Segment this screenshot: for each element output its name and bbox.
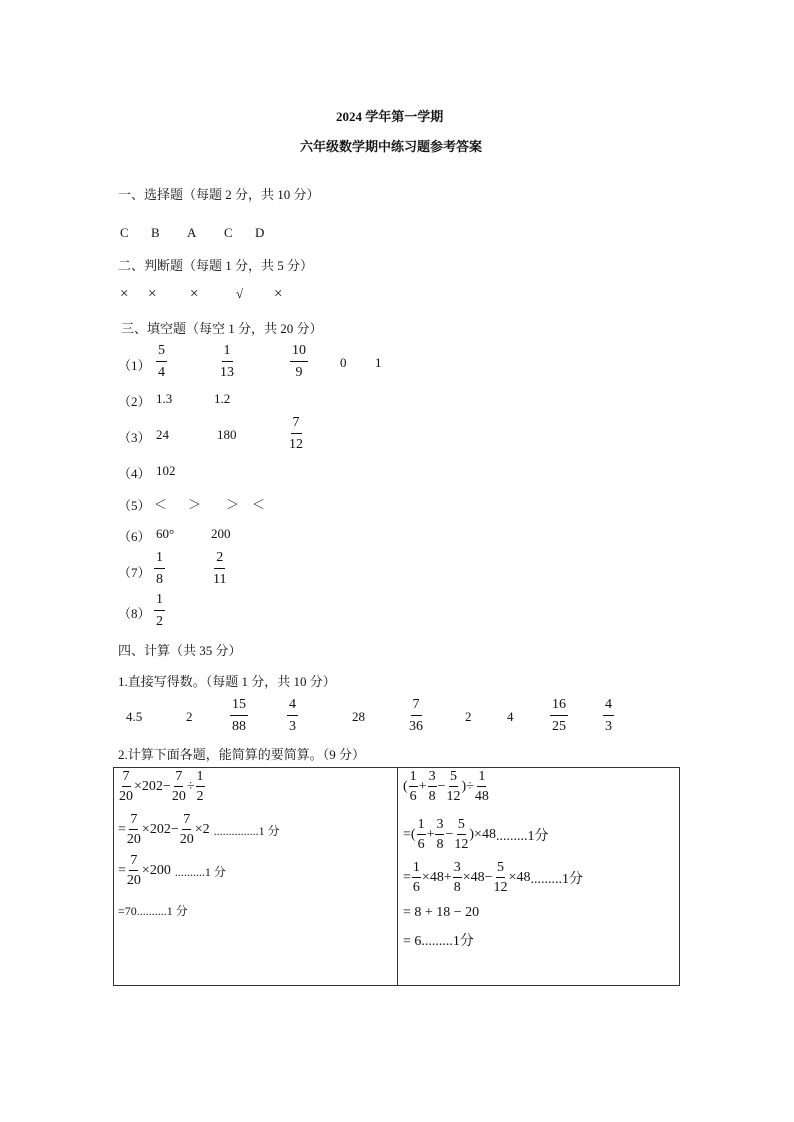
q5-sign-2: ＞ — [188, 497, 202, 512]
q2-value-1: 1.3 — [156, 391, 173, 406]
q1-frac-3: $\frac{10}{9}$ — [292, 343, 306, 380]
q5-label: （5） — [118, 498, 151, 513]
q1-frac-1: $\frac{5}{4}$ — [158, 343, 165, 380]
q4-label: （4） — [118, 466, 151, 481]
section4-heading: 四、计算（共 35 分） — [118, 643, 242, 658]
left-step-2: = $\frac{7}{20}$ × 200 ..........1 分 — [118, 853, 226, 888]
section2-heading: 二、判断题（每题 1 分，共 5 分） — [118, 258, 314, 273]
q6-value-2: 200 — [211, 526, 231, 541]
q5-sign-4: ＜ — [252, 497, 266, 512]
q1-value-5: 1 — [375, 355, 382, 370]
q6-value-1: 60° — [156, 526, 175, 541]
p1-answer-9: $\frac{16}{25}$ — [552, 697, 566, 734]
q5-sign-1: ＜ — [154, 497, 168, 512]
q5-sign-3: ＞ — [226, 497, 240, 512]
p1-answer-4: $\frac{4}{3}$ — [289, 697, 296, 734]
p1-answer-3: $\frac{15}{88}$ — [232, 697, 246, 734]
q3-value-1: 24 — [156, 427, 169, 442]
part1-heading: 1.直接写得数。（每题 1 分，共 10 分） — [118, 674, 336, 689]
s1-answer-5: D — [255, 225, 265, 240]
s2-answer-4: √ — [236, 286, 244, 301]
q2-value-2: 1.2 — [214, 391, 231, 406]
q7-frac-1: $\frac{1}{8}$ — [156, 550, 163, 587]
p1-answer-7: 2 — [465, 709, 472, 724]
q1-label: （1） — [118, 358, 151, 373]
right-expr-line: ( 1 6 + $\frac{3}{8}$ − $\frac{5}{12}$ )÷ $\frac{1}{48}$ — [403, 769, 489, 804]
q2-label: （2） — [118, 394, 151, 409]
q6-label: （6） — [118, 529, 151, 544]
q1-value-4: 0 — [340, 355, 347, 370]
part2-heading: 2.计算下面各题，能简算的要简算。（9 分） — [118, 747, 366, 762]
p1-answer-8: 4 — [507, 709, 514, 724]
p1-answer-6: $\frac{7}{36}$ — [409, 697, 423, 734]
left-step-3: =70..........1 分 — [118, 904, 188, 918]
table-divider — [397, 768, 398, 985]
p1-answer-2: 2 — [186, 709, 193, 724]
s1-answer-2: B — [151, 225, 160, 240]
right-step-3: = 8 + 18 − 20 — [403, 905, 480, 920]
p1-answer-10: $\frac{4}{3}$ — [605, 697, 612, 734]
right-step-2: = $\frac{1}{6}$ × 48 + $\frac{3}{8}$ × 48 − $\frac{5}{12}$ × 48 .........1分 — [403, 860, 583, 895]
s2-answer-5: × — [274, 286, 283, 302]
q3-value-2: 180 — [217, 427, 237, 442]
q8-frac: $\frac{1}{2}$ — [156, 592, 163, 629]
page-title: 六年级数学期中练习题参考答案 — [300, 139, 483, 154]
q7-label: （7） — [118, 565, 151, 580]
s1-answer-4: C — [224, 225, 233, 240]
section3-heading: 三、填空题（每空 1 分，共 20 分） — [121, 321, 323, 336]
year-line: 2024 学年第一学期 — [336, 109, 444, 124]
s1-answer-3: A — [187, 225, 197, 240]
s2-answer-2: × — [148, 286, 157, 302]
q3-frac: $\frac{7}{12}$ — [289, 415, 303, 452]
s2-answer-1: × — [120, 286, 129, 302]
right-step-1: =( 1 6 + $\frac{3}{8}$ − $\frac{5}{12}$ )× 48 .........1分 — [403, 817, 549, 852]
p1-answer-1: 4.5 — [126, 709, 143, 724]
q8-label: （8） — [118, 606, 151, 621]
left-expr-line: $\frac{7}{20}$ × 202 − $\frac{7}{20}$ ÷ $\frac{1}{2}$ — [119, 769, 204, 804]
q7-frac-2: $\frac{2}{11}$ — [213, 550, 227, 587]
p1-answer-5: 28 — [352, 709, 365, 724]
q3-label: （3） — [118, 430, 151, 445]
q4-value-1: 102 — [156, 463, 176, 478]
s1-answer-1: C — [120, 225, 129, 240]
left-step-1: = $\frac{7}{20}$ × 202 − $\frac{7}{20}$ × 2 ...............1 分 — [118, 812, 280, 847]
section1-heading: 一、选择题（每题 2 分，共 10 分） — [118, 187, 320, 202]
s2-answer-3: × — [190, 286, 199, 302]
q1-frac-2: $\frac{1}{13}$ — [220, 343, 234, 380]
right-step-4: = 6.........1分 — [403, 934, 474, 949]
